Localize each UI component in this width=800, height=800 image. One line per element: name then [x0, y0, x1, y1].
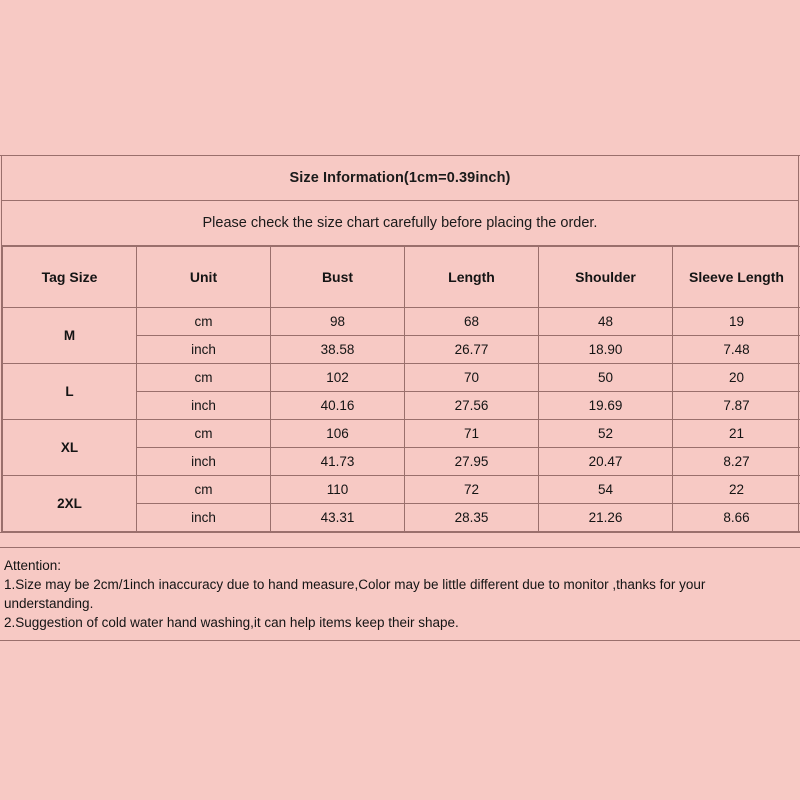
bust-cell: 98 — [271, 308, 405, 336]
tag-size-cell: M — [3, 308, 137, 364]
unit-cell: inch — [137, 336, 271, 364]
bust-cell: 41.73 — [271, 448, 405, 476]
table-header-row — [3, 247, 800, 308]
chart-subtitle-row — [2, 201, 798, 246]
attention-heading: Attention: — [4, 558, 62, 573]
length-cell: 27.95 — [405, 448, 539, 476]
shoulder-cell: 18.90 — [539, 336, 673, 364]
column-header-shoulder: Shoulder — [539, 247, 673, 308]
size-chart-container — [0, 155, 800, 533]
table-row — [3, 364, 800, 392]
column-header-length: Length — [405, 247, 539, 308]
attention-section — [0, 547, 800, 641]
table-row — [3, 420, 800, 448]
shoulder-cell: 52 — [539, 420, 673, 448]
tag-size-cell: XL — [3, 420, 137, 476]
length-cell: 72 — [405, 476, 539, 504]
attention-line-1: 1.Size may be 2cm/1inch inaccuracy due to hand measure,Color may be little different due to monitor ,thanks for your — [4, 577, 706, 592]
unit-cell: inch — [137, 504, 271, 532]
size-table — [2, 246, 800, 532]
sleeve-cell: 8.66 — [673, 504, 800, 532]
attention-line-2: 2.Suggestion of cold water hand washing,it can help items keep their shape. — [4, 615, 459, 630]
size-chart-inner — [1, 156, 799, 532]
column-header-bust: Bust — [271, 247, 405, 308]
unit-cell: inch — [137, 392, 271, 420]
bust-cell: 38.58 — [271, 336, 405, 364]
bust-cell: 40.16 — [271, 392, 405, 420]
sleeve-cell: 7.48 — [673, 336, 800, 364]
bust-cell: 43.31 — [271, 504, 405, 532]
table-row — [3, 308, 800, 336]
unit-cell: cm — [137, 308, 271, 336]
sleeve-cell: 19 — [673, 308, 800, 336]
column-header-tag-size: Tag Size — [3, 247, 137, 308]
shoulder-cell: 50 — [539, 364, 673, 392]
column-header-sleeve-length: Sleeve Length — [673, 247, 800, 308]
column-header-unit: Unit — [137, 247, 271, 308]
bust-cell: 102 — [271, 364, 405, 392]
unit-cell: inch — [137, 448, 271, 476]
shoulder-cell: 19.69 — [539, 392, 673, 420]
length-cell: 71 — [405, 420, 539, 448]
sleeve-cell: 7.87 — [673, 392, 800, 420]
unit-cell: cm — [137, 476, 271, 504]
length-cell: 70 — [405, 364, 539, 392]
length-cell: 27.56 — [405, 392, 539, 420]
sleeve-cell: 8.27 — [673, 448, 800, 476]
attention-line-1-cont: understanding. — [4, 596, 94, 611]
unit-cell: cm — [137, 364, 271, 392]
shoulder-cell: 54 — [539, 476, 673, 504]
length-cell: 68 — [405, 308, 539, 336]
bust-cell: 110 — [271, 476, 405, 504]
sleeve-cell: 21 — [673, 420, 800, 448]
page-subtitle: Please check the size chart carefully before placing the order. — [202, 215, 598, 231]
sleeve-cell: 20 — [673, 364, 800, 392]
bust-cell: 106 — [271, 420, 405, 448]
shoulder-cell: 20.47 — [539, 448, 673, 476]
tag-size-cell: L — [3, 364, 137, 420]
unit-cell: cm — [137, 420, 271, 448]
page-title: Size Information(1cm=0.39inch) — [289, 170, 511, 186]
table-row — [3, 476, 800, 504]
tag-size-cell: 2XL — [3, 476, 137, 532]
length-cell: 28.35 — [405, 504, 539, 532]
length-cell: 26.77 — [405, 336, 539, 364]
chart-title-row — [2, 156, 798, 201]
sleeve-cell: 22 — [673, 476, 800, 504]
shoulder-cell: 21.26 — [539, 504, 673, 532]
shoulder-cell: 48 — [539, 308, 673, 336]
